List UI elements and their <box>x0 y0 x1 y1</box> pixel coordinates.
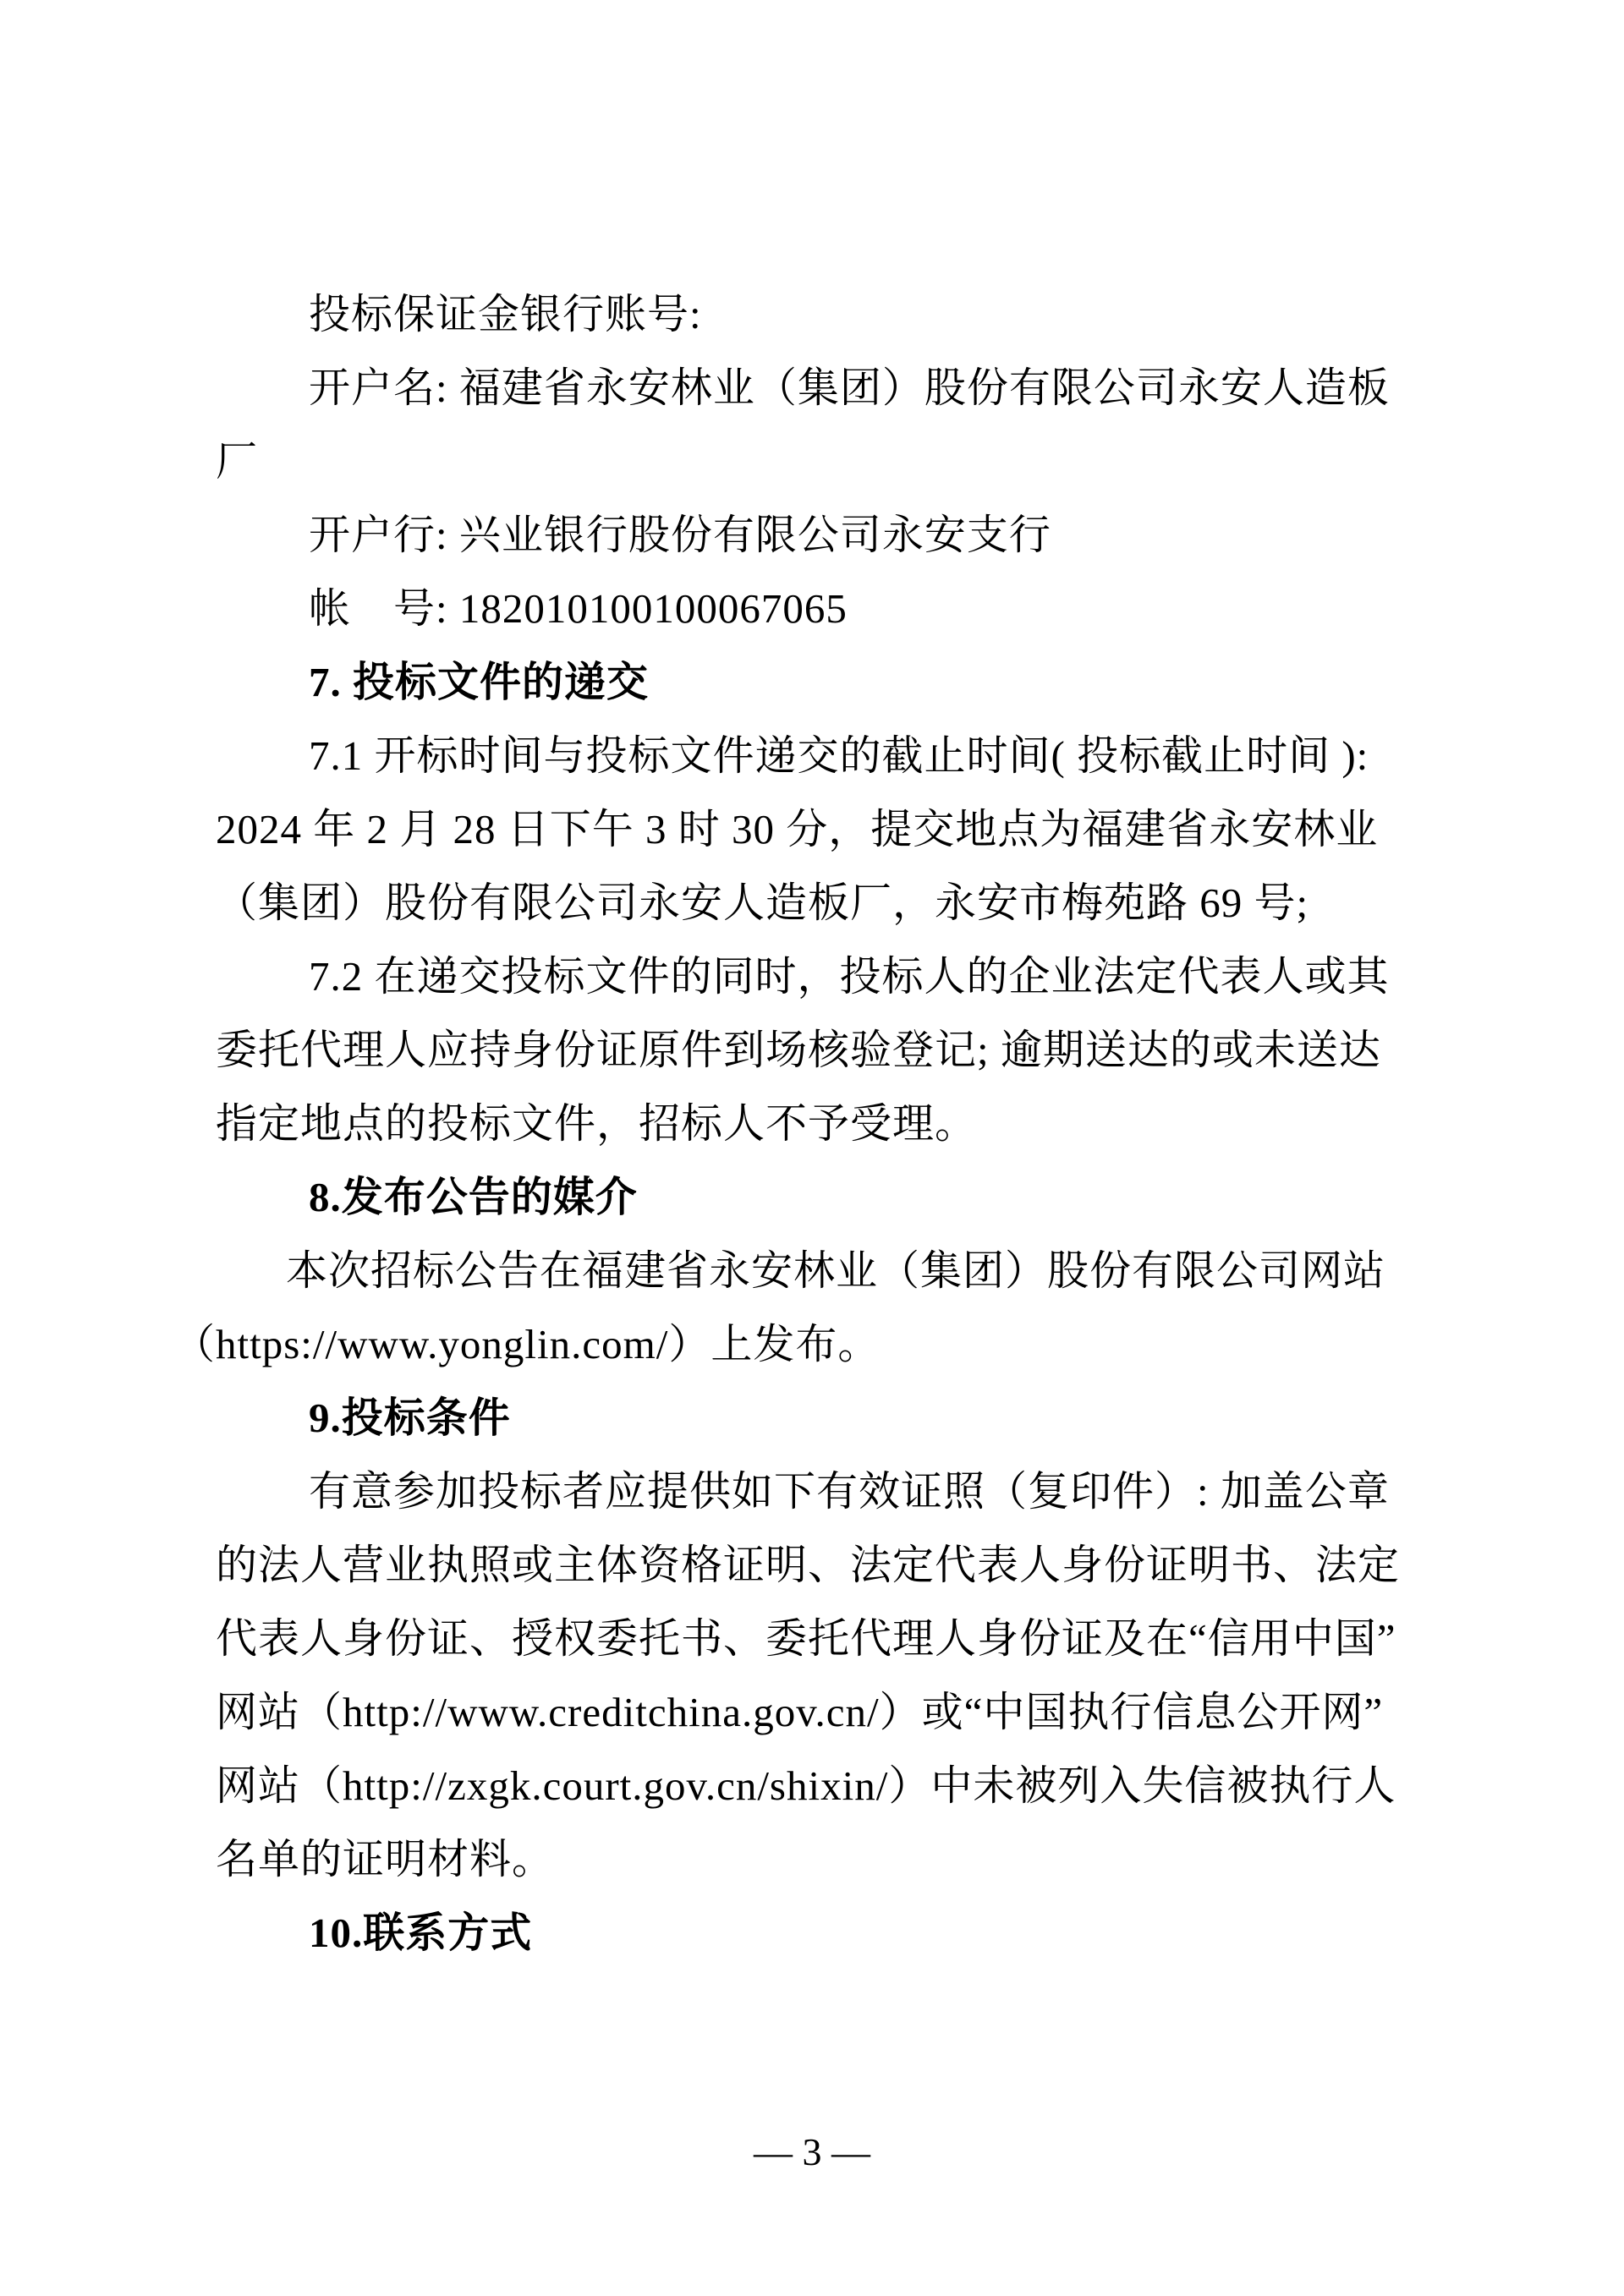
page-footer <box>0 2118 1624 2186</box>
account-name-line-2: 厂 <box>216 438 259 485</box>
section-8-heading: 8.发布公告的媒介 <box>309 1174 638 1220</box>
clause-7-2-line-3: 指定地点的投标文件，招标人不予受理。 <box>216 1100 978 1147</box>
section-7-heading: 7. 投标文件的递交 <box>309 659 650 705</box>
clause-7-2-line-2: 委托代理人应持身份证原件到场核验登记; 逾期送达的或未送达 <box>216 1027 1381 1073</box>
section-9-body-line-2: 的法人营业执照或主体资格证明、法定代表人身份证明书、法定 <box>216 1542 1401 1588</box>
section-9-body-line-3: 代表人身份证、授权委托书、委托代理人身份证及在“信用中国” <box>216 1615 1396 1662</box>
clause-7-2-line-1: 7.2 在递交投标文件的同时，投标人的企业法定代表人或其 <box>309 953 1390 1000</box>
account-number-line: 帐 号: 182010100100067065 <box>309 585 848 632</box>
clause-7-1-line-1: 7.1 开标时间与投标文件递交的截止时间( 投标截止时间 ): <box>309 732 1369 779</box>
section-8-body-line-2: （https://www.yonglin.com/）上发布。 <box>173 1321 881 1367</box>
bid-deposit-account-heading-line: 投标保证金银行账号: <box>309 291 702 337</box>
document-body <box>173 277 1476 1970</box>
section-9-body-line-5: 网站（http://zxgk.court.gov.cn/shixin/）中未被列入失信被执行人 <box>216 1762 1396 1809</box>
clause-7-1-line-3: （集团）股份有限公司永安人造板厂，永安市梅苑路 69 号; <box>216 879 1309 926</box>
section-9-body-line-6: 名单的证明材料。 <box>216 1836 555 1882</box>
page-number: — 3 — <box>754 2130 870 2173</box>
account-name-line-1: 开户名: 福建省永安林业（集团）股份有限公司永安人造板 <box>309 364 1390 411</box>
section-9-heading: 9.投标条件 <box>309 1395 511 1441</box>
section-8-body-line-1: 本次招标公告在福建省永安林业（集团）股份有限公司网站 <box>286 1247 1386 1294</box>
section-9-body-line-1: 有意参加投标者应提供如下有效证照（复印件）: 加盖公章 <box>309 1468 1390 1515</box>
section-10-heading: 10.联系方式 <box>309 1910 533 1956</box>
clause-7-1-line-2: 2024 年 2 月 28 日下午 3 时 30 分，提交地点为福建省永安林业 <box>216 806 1379 852</box>
section-9-body-line-4: 网站（http://www.creditchina.gov.cn/）或“中国执行信息公开网” <box>216 1689 1384 1735</box>
bank-branch-line: 开户行: 兴业银行股份有限公司永安支行 <box>309 512 1051 558</box>
